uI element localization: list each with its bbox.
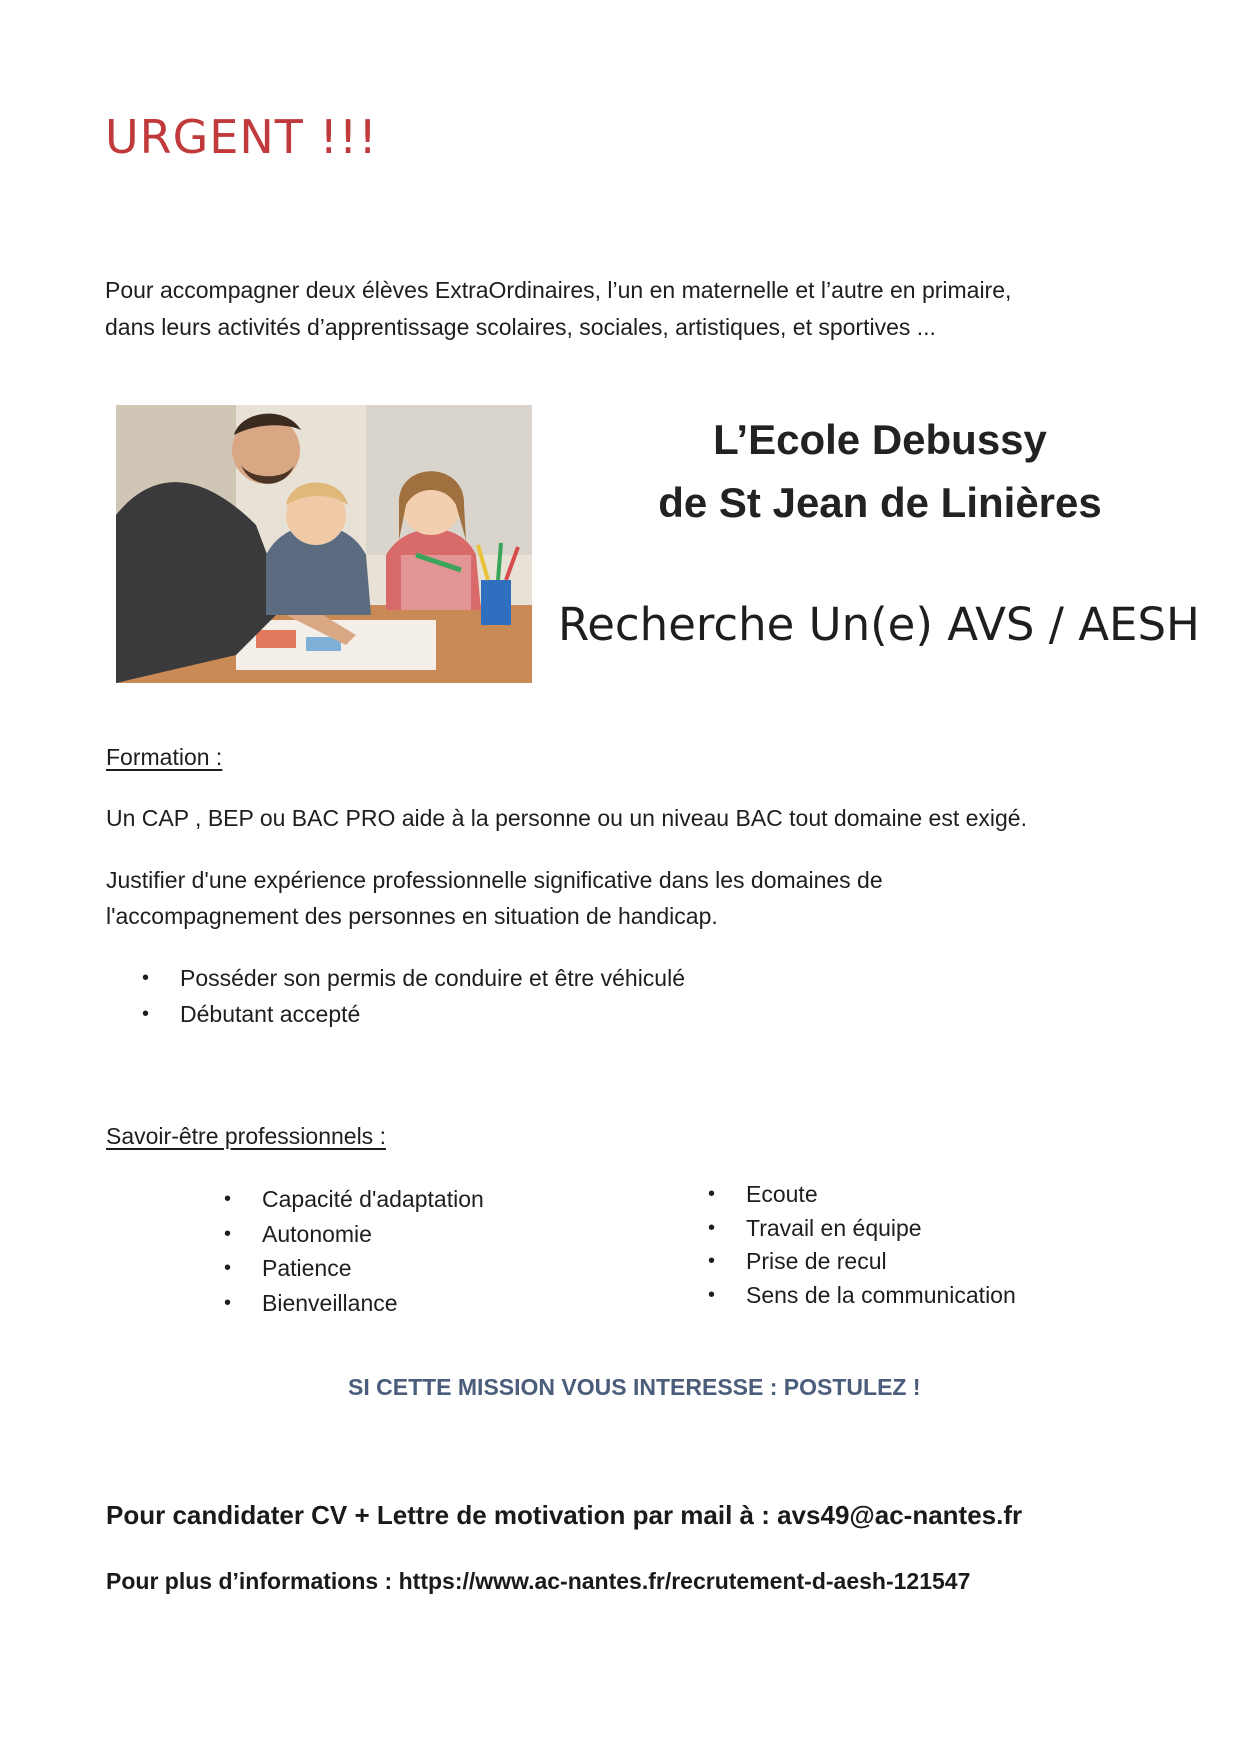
bullet-icon: • bbox=[224, 1291, 232, 1314]
list-item: • Patience bbox=[224, 1251, 484, 1286]
bullet-icon: • bbox=[224, 1222, 232, 1245]
apply-instructions: Pour candidater CV + Lettre de motivation par mail à : avs49@ac-nantes.fr bbox=[106, 1500, 1023, 1530]
list-item: • Débutant accepté bbox=[142, 996, 685, 1032]
bullet-icon: • bbox=[142, 1003, 150, 1025]
classroom-photo bbox=[116, 405, 532, 683]
list-item: • Bienveillance bbox=[224, 1286, 484, 1321]
bullet-icon: • bbox=[708, 1216, 716, 1239]
school-name bbox=[600, 408, 1160, 534]
bullet-icon: • bbox=[708, 1283, 716, 1306]
job-title: Recherche Un(e) AVS / AESH bbox=[558, 598, 1200, 651]
formation-heading: Formation : bbox=[106, 744, 223, 770]
list-item: • Capacité d'adaptation bbox=[224, 1182, 484, 1217]
experience-line-2: l'accompagnement des personnes en situation de handicap. bbox=[106, 903, 718, 929]
school-name-line-1: L’Ecole Debussy bbox=[713, 416, 1047, 463]
soft-skills-heading: Savoir-être professionnels : bbox=[106, 1123, 386, 1149]
list-item: • Sens de la communication bbox=[708, 1279, 1016, 1313]
formation-para-1: Un CAP , BEP ou BAC PRO aide à la personne ou un niveau BAC tout domaine est exigé. bbox=[106, 805, 1027, 831]
experience-line-1: Justifier d'une expérience professionnelle significative dans les domaines de bbox=[106, 867, 883, 893]
soft-skills-left-list bbox=[224, 1182, 484, 1320]
list-item: • Ecoute bbox=[708, 1178, 1016, 1212]
list-item: • Travail en équipe bbox=[708, 1212, 1016, 1246]
bullet-icon: • bbox=[142, 967, 150, 989]
intro-line-1: Pour accompagner deux élèves ExtraOrdinaires, l’un en maternelle et l’autre en primaire, bbox=[105, 277, 1012, 303]
formation-requirement bbox=[106, 800, 1166, 836]
school-name-line-2: de St Jean de Linières bbox=[658, 479, 1102, 526]
call-to-action: SI CETTE MISSION VOUS INTERESSE : POSTULEZ ! bbox=[348, 1374, 921, 1400]
list-item: • Prise de recul bbox=[708, 1245, 1016, 1279]
intro-text bbox=[105, 272, 1165, 346]
urgent-heading: URGENT !!! bbox=[105, 110, 378, 164]
more-info-link: Pour plus d’informations : https://www.ac-nantes.fr/recrutement-d-aesh-121547 bbox=[106, 1568, 971, 1594]
list-item: • Posséder son permis de conduire et être véhiculé bbox=[142, 960, 685, 996]
experience-requirement bbox=[106, 862, 1166, 934]
bullet-icon: • bbox=[224, 1257, 232, 1279]
soft-skills-right-list bbox=[708, 1178, 1016, 1312]
list-item: • Autonomie bbox=[224, 1217, 484, 1252]
bullet-icon: • bbox=[224, 1188, 232, 1210]
bullet-icon: • bbox=[708, 1250, 716, 1272]
bullet-icon: • bbox=[708, 1183, 716, 1205]
requirements-list bbox=[142, 960, 685, 1032]
intro-line-2: dans leurs activités d’apprentissage scolaires, sociales, artistiques, et sportives ... bbox=[105, 314, 936, 340]
